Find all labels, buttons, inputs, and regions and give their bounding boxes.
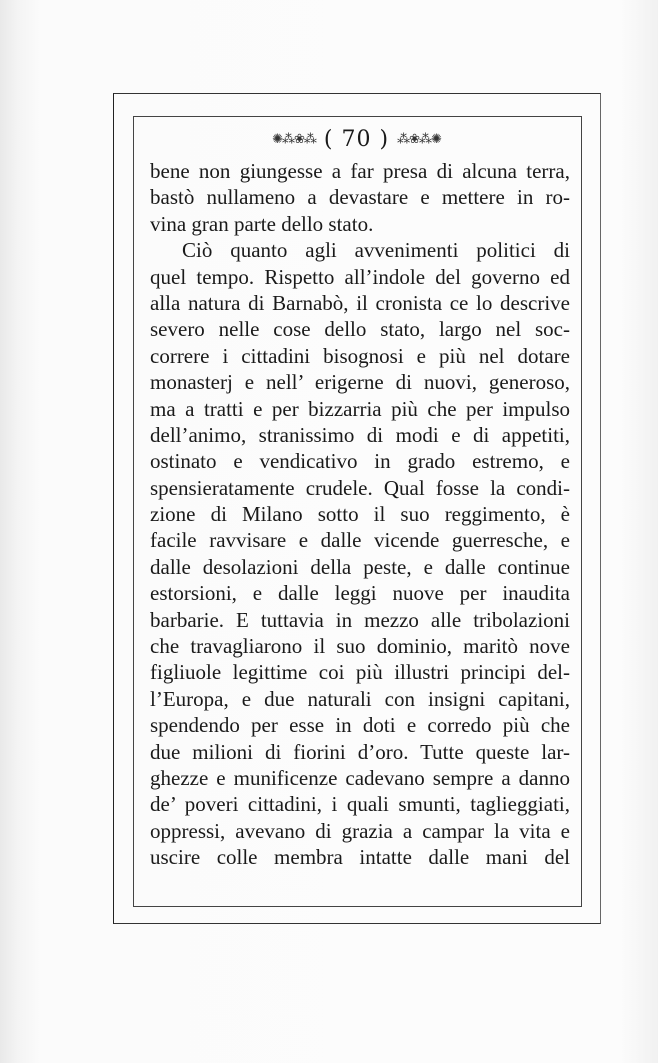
text-line: barbarie. E tuttavia in mezzo alle tribolazioni: [150, 607, 570, 632]
text-line: spensieratamente crudele. Qual fosse la condi-: [150, 475, 570, 500]
text-line: due milioni di fiorini d’oro. Tutte queste lar-: [150, 739, 570, 764]
text-line: ostinato e vendicativo in grado estremo, e: [150, 449, 570, 474]
text-line: uscire colle membra intatte dalle mani del: [150, 845, 570, 870]
body-text: [150, 158, 570, 871]
header-ornament-left: ✺⁂❀⁂: [272, 132, 316, 147]
text-line: spendendo per esse in doti e corredo più che: [150, 713, 570, 738]
page-header: [133, 124, 580, 156]
text-line: bastò nullameno a devastare e mettere in ro-: [150, 185, 570, 210]
text-line: che travagliarono il suo dominio, maritò nove: [150, 634, 570, 659]
text-line: monasterj e nell’ erigerne di nuovi, generoso,: [150, 370, 570, 395]
text-line: alla natura di Barnabò, il cronista ce lo descrive: [150, 290, 570, 315]
text-line: dalle desolazioni della peste, e dalle continue: [150, 554, 570, 579]
page-number: ( 70 ): [323, 127, 390, 152]
text-line: severo nelle cose dello stato, largo nel soc-: [150, 317, 570, 342]
text-line: quel tempo. Rispetto all’indole del governo ed: [150, 264, 570, 289]
text-line: de’ poveri cittadini, i quali smunti, taglieggiati,: [150, 792, 570, 817]
header-ornament-right: ⁂❀⁂✺: [397, 132, 441, 147]
text-line: zione di Milano sotto il suo reggimento, è: [150, 502, 570, 527]
text-line: ma a tratti e per bizzarria più che per impulso: [150, 396, 570, 421]
text-line: l’Europa, e due naturali con insigni capitani,: [150, 686, 570, 711]
text-line: estorsioni, e dalle leggi nuove per inaudita: [150, 581, 570, 606]
text-line: vina gran parte dello stato.: [150, 211, 374, 236]
text-line: ghezze e munificenze cadevano sempre a danno: [150, 765, 570, 790]
text-line: oppressi, avevano di grazia a campar la vita e: [150, 818, 570, 843]
text-line: correre i cittadini bisognosi e più nel dotare: [150, 343, 570, 368]
text-line: facile ravvisare e dalle vicende guerresche, e: [150, 528, 570, 553]
text-line: Ciò quanto agli avvenimenti politici di: [182, 238, 570, 263]
text-line: bene non giungesse a far presa di alcuna terra,: [150, 159, 570, 183]
text-line: dell’animo, stranissimo di modi e di appetiti,: [150, 422, 570, 447]
text-line: figliuole legittime coi più illustri principi del-: [150, 660, 570, 685]
